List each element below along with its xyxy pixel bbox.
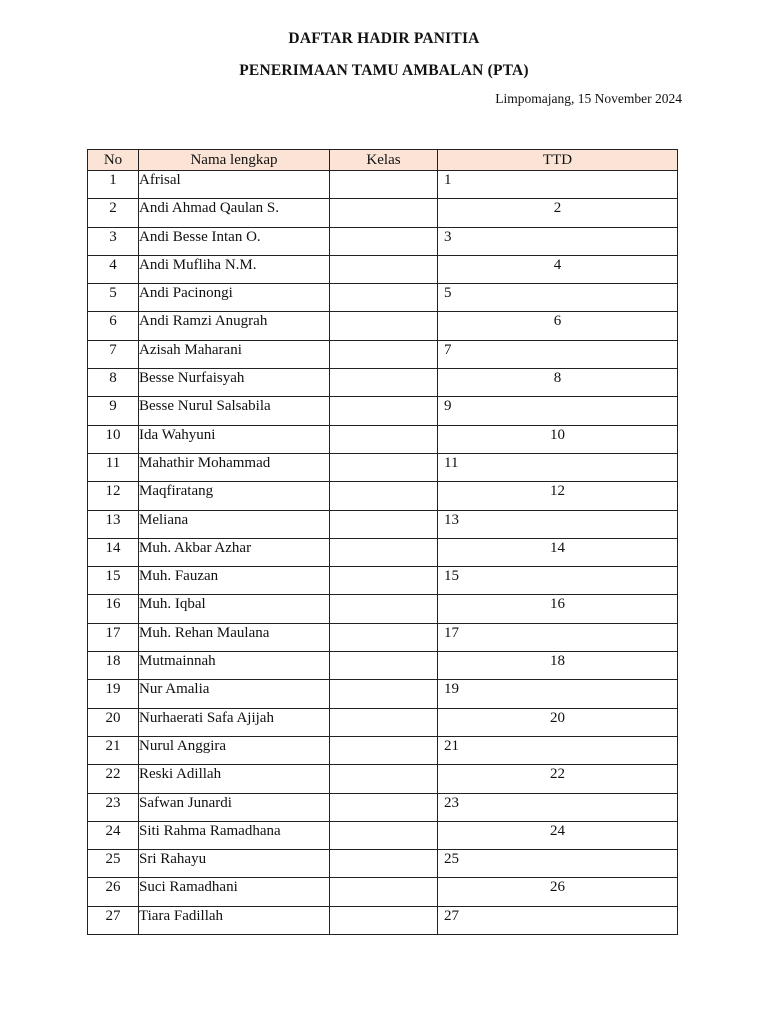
cell-name: Maqfiratang: [139, 482, 330, 510]
table-row: [88, 369, 678, 397]
cell-no: 11: [88, 453, 139, 481]
cell-name: Andi Besse Intan O.: [139, 227, 330, 255]
cell-ttd[interactable]: 15: [438, 567, 678, 595]
cell-name: Suci Ramadhani: [139, 878, 330, 906]
cell-name: Afrisal: [139, 171, 330, 199]
cell-ttd[interactable]: 18: [438, 652, 678, 680]
cell-name: Ida Wahyuni: [139, 425, 330, 453]
cell-kelas[interactable]: [330, 538, 438, 566]
cell-no: 5: [88, 284, 139, 312]
cell-no: 4: [88, 255, 139, 283]
table-row: [88, 255, 678, 283]
cell-ttd[interactable]: 26: [438, 878, 678, 906]
cell-no: 15: [88, 567, 139, 595]
cell-no: 27: [88, 906, 139, 934]
cell-no: 13: [88, 510, 139, 538]
cell-kelas[interactable]: [330, 284, 438, 312]
table-row: [88, 850, 678, 878]
cell-kelas[interactable]: [330, 821, 438, 849]
cell-ttd[interactable]: 4: [438, 255, 678, 283]
cell-kelas[interactable]: [330, 878, 438, 906]
cell-no: 22: [88, 765, 139, 793]
cell-name: Muh. Rehan Maulana: [139, 623, 330, 651]
table-row: [88, 906, 678, 934]
header-name: Nama lengkap: [139, 150, 330, 171]
cell-ttd[interactable]: 27: [438, 906, 678, 934]
table-header-row: [88, 150, 678, 171]
cell-ttd[interactable]: 6: [438, 312, 678, 340]
cell-ttd[interactable]: 12: [438, 482, 678, 510]
table-row: [88, 482, 678, 510]
cell-no: 9: [88, 397, 139, 425]
table-row: [88, 652, 678, 680]
cell-name: Meliana: [139, 510, 330, 538]
cell-kelas[interactable]: [330, 652, 438, 680]
cell-name: Azisah Maharani: [139, 340, 330, 368]
cell-ttd[interactable]: 3: [438, 227, 678, 255]
table-row: [88, 538, 678, 566]
table-row: [88, 736, 678, 764]
cell-no: 17: [88, 623, 139, 651]
cell-no: 6: [88, 312, 139, 340]
cell-no: 19: [88, 680, 139, 708]
cell-no: 21: [88, 736, 139, 764]
cell-kelas[interactable]: [330, 680, 438, 708]
table-row: [88, 397, 678, 425]
cell-ttd[interactable]: 24: [438, 821, 678, 849]
cell-name: Tiara Fadillah: [139, 906, 330, 934]
cell-name: Andi Ahmad Qaulan S.: [139, 199, 330, 227]
cell-kelas[interactable]: [330, 255, 438, 283]
cell-name: Andi Mufliha N.M.: [139, 255, 330, 283]
cell-kelas[interactable]: [330, 765, 438, 793]
cell-name: Muh. Akbar Azhar: [139, 538, 330, 566]
cell-ttd[interactable]: 5: [438, 284, 678, 312]
cell-name: Andi Pacinongi: [139, 284, 330, 312]
cell-name: Siti Rahma Ramadhana: [139, 821, 330, 849]
cell-name: Reski Adillah: [139, 765, 330, 793]
cell-ttd[interactable]: 13: [438, 510, 678, 538]
cell-kelas[interactable]: [330, 595, 438, 623]
table-row: [88, 821, 678, 849]
table-row: [88, 312, 678, 340]
header-no: No: [88, 150, 139, 171]
header-kelas: Kelas: [330, 150, 438, 171]
cell-kelas[interactable]: [330, 708, 438, 736]
cell-kelas[interactable]: [330, 567, 438, 595]
cell-no: 12: [88, 482, 139, 510]
cell-no: 26: [88, 878, 139, 906]
table-row: [88, 793, 678, 821]
cell-kelas[interactable]: [330, 736, 438, 764]
cell-name: Muh. Fauzan: [139, 567, 330, 595]
cell-ttd[interactable]: 2: [438, 199, 678, 227]
cell-no: 24: [88, 821, 139, 849]
cell-name: Nurul Anggira: [139, 736, 330, 764]
cell-ttd[interactable]: 22: [438, 765, 678, 793]
cell-no: 16: [88, 595, 139, 623]
cell-name: Muh. Iqbal: [139, 595, 330, 623]
cell-name: Andi Ramzi Anugrah: [139, 312, 330, 340]
cell-ttd[interactable]: 20: [438, 708, 678, 736]
cell-kelas[interactable]: [330, 369, 438, 397]
table-row: [88, 425, 678, 453]
cell-no: 3: [88, 227, 139, 255]
table-row: [88, 595, 678, 623]
cell-kelas[interactable]: [330, 340, 438, 368]
cell-no: 10: [88, 425, 139, 453]
table-row: [88, 510, 678, 538]
table-row: [88, 878, 678, 906]
cell-kelas[interactable]: [330, 227, 438, 255]
cell-kelas[interactable]: [330, 453, 438, 481]
cell-name: Sri Rahayu: [139, 850, 330, 878]
cell-kelas[interactable]: [330, 199, 438, 227]
table-row: [88, 453, 678, 481]
cell-ttd[interactable]: 11: [438, 453, 678, 481]
attendance-table: [87, 149, 678, 935]
cell-ttd[interactable]: 14: [438, 538, 678, 566]
cell-kelas[interactable]: [330, 425, 438, 453]
table-row: [88, 708, 678, 736]
table-row: [88, 765, 678, 793]
cell-ttd[interactable]: 8: [438, 369, 678, 397]
table-row: [88, 199, 678, 227]
header-ttd: TTD: [438, 150, 678, 171]
cell-ttd[interactable]: 16: [438, 595, 678, 623]
table-row: [88, 340, 678, 368]
cell-no: 1: [88, 171, 139, 199]
cell-kelas[interactable]: [330, 510, 438, 538]
cell-kelas[interactable]: [330, 906, 438, 934]
cell-kelas[interactable]: [330, 850, 438, 878]
cell-no: 18: [88, 652, 139, 680]
table-row: [88, 623, 678, 651]
cell-ttd[interactable]: 23: [438, 793, 678, 821]
cell-kelas[interactable]: [330, 171, 438, 199]
cell-no: 25: [88, 850, 139, 878]
table-row: [88, 227, 678, 255]
cell-no: 20: [88, 708, 139, 736]
cell-name: Mutmainnah: [139, 652, 330, 680]
document-title: DAFTAR HADIR PANITIA: [288, 30, 480, 47]
cell-ttd[interactable]: 7: [438, 340, 678, 368]
table-row: [88, 284, 678, 312]
cell-no: 7: [88, 340, 139, 368]
cell-no: 23: [88, 793, 139, 821]
cell-ttd[interactable]: 25: [438, 850, 678, 878]
cell-ttd[interactable]: 1: [438, 171, 678, 199]
cell-no: 8: [88, 369, 139, 397]
cell-name: Nur Amalia: [139, 680, 330, 708]
cell-name: Mahathir Mohammad: [139, 453, 330, 481]
table-row: [88, 680, 678, 708]
cell-ttd[interactable]: 10: [438, 425, 678, 453]
cell-kelas[interactable]: [330, 623, 438, 651]
cell-ttd[interactable]: 9: [438, 397, 678, 425]
date-line: Limpomajang, 15 November 2024: [495, 91, 682, 106]
document-subtitle: PENERIMAAN TAMU AMBALAN (PTA): [239, 62, 529, 79]
cell-no: 14: [88, 538, 139, 566]
cell-name: Nurhaerati Safa Ajijah: [139, 708, 330, 736]
cell-kelas[interactable]: [330, 312, 438, 340]
table-row: [88, 567, 678, 595]
cell-kelas[interactable]: [330, 397, 438, 425]
cell-name: Besse Nurul Salsabila: [139, 397, 330, 425]
table-body: [88, 171, 678, 935]
cell-kelas[interactable]: [330, 793, 438, 821]
cell-kelas[interactable]: [330, 482, 438, 510]
cell-ttd[interactable]: 19: [438, 680, 678, 708]
cell-name: Safwan Junardi: [139, 793, 330, 821]
cell-no: 2: [88, 199, 139, 227]
cell-name: Besse Nurfaisyah: [139, 369, 330, 397]
table-row: [88, 171, 678, 199]
cell-ttd[interactable]: 21: [438, 736, 678, 764]
cell-ttd[interactable]: 17: [438, 623, 678, 651]
